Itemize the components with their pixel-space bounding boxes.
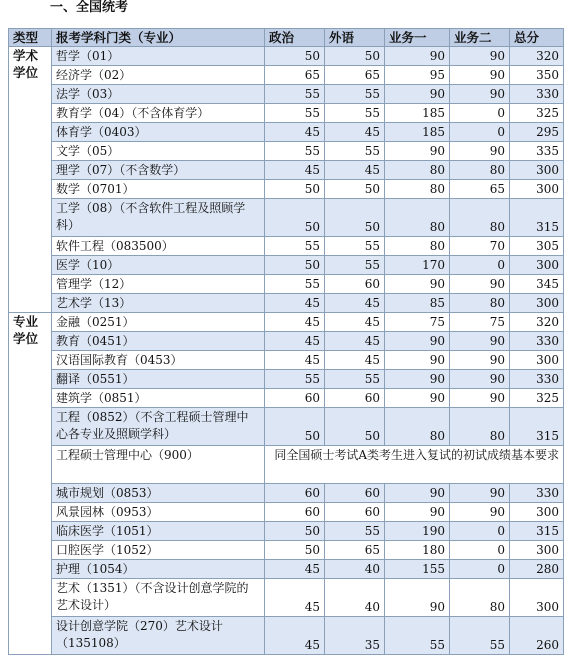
table-row <box>9 541 564 560</box>
subject-name-cell: 管理学（12） <box>52 275 265 294</box>
politics-score-cell: 60 <box>265 484 325 503</box>
table-row <box>9 389 564 408</box>
subject-two-score-cell: 75 <box>450 313 510 332</box>
subject-two-score-cell: 90 <box>450 47 510 66</box>
subject-one-score-cell: 170 <box>385 256 450 275</box>
subject-name-cell: 艺术学（13） <box>52 294 265 313</box>
politics-score-cell: 45 <box>265 560 325 579</box>
table-row <box>9 180 564 199</box>
language-score-cell: 50 <box>325 408 385 446</box>
language-score-cell: 45 <box>325 332 385 351</box>
subject-one-score-cell: 180 <box>385 541 450 560</box>
subject-two-score-cell: 80 <box>450 579 510 617</box>
politics-score-cell: 50 <box>265 541 325 560</box>
total-score-cell: 320 <box>510 313 564 332</box>
subject-name-cell: 建筑学（0851） <box>52 389 265 408</box>
language-score-cell: 55 <box>325 522 385 541</box>
subject-name-cell: 哲学（01） <box>52 47 265 66</box>
total-score-cell: 260 <box>510 617 564 655</box>
table-row <box>9 370 564 389</box>
subject-name-cell: 软件工程（083500） <box>52 237 265 256</box>
subject-name-cell: 理学（07）（不含数学） <box>52 161 265 180</box>
table-row <box>9 484 564 503</box>
politics-score-cell: 45 <box>265 294 325 313</box>
table-row <box>9 617 564 655</box>
subject-two-score-cell: 90 <box>450 142 510 161</box>
subject-two-score-cell: 80 <box>450 294 510 313</box>
total-score-cell: 300 <box>510 541 564 560</box>
subject-one-score-cell: 90 <box>385 47 450 66</box>
total-score-cell: 325 <box>510 389 564 408</box>
subject-name-cell: 护理（1054） <box>52 560 265 579</box>
politics-score-cell: 45 <box>265 161 325 180</box>
table-body <box>9 47 564 655</box>
subject-two-score-cell: 0 <box>450 256 510 275</box>
subject-one-score-cell: 90 <box>385 85 450 104</box>
subject-name-cell: 城市规划（0853） <box>52 484 265 503</box>
subject-two-score-cell: 90 <box>450 351 510 370</box>
subject-one-score-cell: 80 <box>385 199 450 237</box>
subject-one-score-cell: 90 <box>385 370 450 389</box>
table-row <box>9 123 564 142</box>
header-total: 总分 <box>510 29 564 47</box>
total-score-cell: 315 <box>510 408 564 446</box>
language-score-cell: 45 <box>325 294 385 313</box>
header-subject-two: 业务二 <box>450 29 510 47</box>
table-row <box>9 104 564 123</box>
subject-two-score-cell: 80 <box>450 161 510 180</box>
header-subject: 报考学科门类（专业） <box>52 29 265 47</box>
subject-one-score-cell: 190 <box>385 522 450 541</box>
subject-one-score-cell: 185 <box>385 123 450 142</box>
language-score-cell: 40 <box>325 579 385 617</box>
subject-two-score-cell: 90 <box>450 503 510 522</box>
subject-one-score-cell: 75 <box>385 313 450 332</box>
politics-score-cell: 45 <box>265 617 325 655</box>
language-score-cell: 65 <box>325 541 385 560</box>
language-score-cell: 60 <box>325 503 385 522</box>
subject-two-score-cell: 0 <box>450 522 510 541</box>
politics-score-cell: 45 <box>265 313 325 332</box>
table-row <box>9 294 564 313</box>
politics-score-cell: 45 <box>265 579 325 617</box>
table-row <box>9 446 564 484</box>
politics-score-cell: 50 <box>265 199 325 237</box>
language-score-cell: 55 <box>325 237 385 256</box>
table-row <box>9 313 564 332</box>
language-score-cell: 55 <box>325 85 385 104</box>
politics-score-cell: 60 <box>265 503 325 522</box>
table-row <box>9 85 564 104</box>
header-type: 类型 <box>9 29 52 47</box>
total-score-cell: 330 <box>510 85 564 104</box>
total-score-cell: 345 <box>510 275 564 294</box>
politics-score-cell: 45 <box>265 123 325 142</box>
total-score-cell: 295 <box>510 123 564 142</box>
subject-name-cell: 教育学（04）（不含体育学） <box>52 104 265 123</box>
total-score-cell: 300 <box>510 351 564 370</box>
subject-name-cell: 工程硕士管理中心（900） <box>52 446 265 484</box>
subject-name-cell: 风景园林（0953） <box>52 503 265 522</box>
politics-score-cell: 55 <box>265 104 325 123</box>
politics-score-cell: 50 <box>265 180 325 199</box>
total-score-cell: 330 <box>510 370 564 389</box>
subject-two-score-cell: 90 <box>450 66 510 85</box>
subject-two-score-cell: 80 <box>450 199 510 237</box>
politics-score-cell: 55 <box>265 370 325 389</box>
subject-one-score-cell: 90 <box>385 332 450 351</box>
politics-score-cell: 45 <box>265 351 325 370</box>
table-row <box>9 237 564 256</box>
politics-score-cell: 55 <box>265 275 325 294</box>
degree-type-cell: 专业学位 <box>9 313 52 655</box>
subject-name-cell: 口腔医学（1052） <box>52 541 265 560</box>
subject-two-score-cell: 0 <box>450 560 510 579</box>
header-politics: 政治 <box>265 29 325 47</box>
subject-name-cell: 法学（03） <box>52 85 265 104</box>
table-row <box>9 351 564 370</box>
language-score-cell: 45 <box>325 351 385 370</box>
subject-one-score-cell: 90 <box>385 351 450 370</box>
table-row <box>9 332 564 351</box>
language-score-cell: 55 <box>325 256 385 275</box>
language-score-cell: 40 <box>325 560 385 579</box>
subject-name-cell: 临床医学（1051） <box>52 522 265 541</box>
language-score-cell: 45 <box>325 161 385 180</box>
total-score-cell: 300 <box>510 579 564 617</box>
table-row <box>9 142 564 161</box>
language-score-cell: 65 <box>325 66 385 85</box>
table-row <box>9 503 564 522</box>
note-cell: 同全国硕士考试A类考生进入复试的初试成绩基本要求 <box>265 446 564 484</box>
language-score-cell: 55 <box>325 370 385 389</box>
subject-two-score-cell: 70 <box>450 237 510 256</box>
subject-one-score-cell: 90 <box>385 389 450 408</box>
subject-one-score-cell: 90 <box>385 503 450 522</box>
subject-one-score-cell: 90 <box>385 142 450 161</box>
table-row <box>9 522 564 541</box>
subject-name-cell: 经济学（02） <box>52 66 265 85</box>
total-score-cell: 330 <box>510 332 564 351</box>
subject-one-score-cell: 185 <box>385 104 450 123</box>
table-row <box>9 408 564 446</box>
table-row <box>9 256 564 275</box>
subject-name-cell: 文学（05） <box>52 142 265 161</box>
language-score-cell: 55 <box>325 104 385 123</box>
politics-score-cell: 50 <box>265 47 325 66</box>
table-row <box>9 47 564 66</box>
subject-name-cell: 金融（0251） <box>52 313 265 332</box>
language-score-cell: 50 <box>325 180 385 199</box>
total-score-cell: 305 <box>510 237 564 256</box>
subject-two-score-cell: 0 <box>450 104 510 123</box>
subject-two-score-cell: 90 <box>450 332 510 351</box>
subject-name-cell: 教育（0451） <box>52 332 265 351</box>
language-score-cell: 60 <box>325 389 385 408</box>
table-row <box>9 579 564 617</box>
subject-one-score-cell: 80 <box>385 408 450 446</box>
total-score-cell: 315 <box>510 522 564 541</box>
subject-one-score-cell: 90 <box>385 579 450 617</box>
subject-one-score-cell: 80 <box>385 237 450 256</box>
total-score-cell: 300 <box>510 161 564 180</box>
total-score-cell: 300 <box>510 503 564 522</box>
language-score-cell: 50 <box>325 199 385 237</box>
politics-score-cell: 55 <box>265 237 325 256</box>
total-score-cell: 300 <box>510 180 564 199</box>
subject-name-cell: 工程（0852）（不含工程硕士管理中心各专业及照顾学科） <box>52 408 265 446</box>
subject-two-score-cell: 90 <box>450 370 510 389</box>
table-header-row <box>9 29 564 47</box>
politics-score-cell: 65 <box>265 66 325 85</box>
total-score-cell: 320 <box>510 47 564 66</box>
subject-two-score-cell: 0 <box>450 541 510 560</box>
section-heading: 一、全国统考 <box>50 0 129 15</box>
subject-one-score-cell: 80 <box>385 180 450 199</box>
politics-score-cell: 55 <box>265 142 325 161</box>
subject-name-cell: 艺术（1351）（不含设计创意学院的艺术设计） <box>52 579 265 617</box>
total-score-cell: 335 <box>510 142 564 161</box>
language-score-cell: 45 <box>325 123 385 142</box>
table-row <box>9 560 564 579</box>
subject-one-score-cell: 85 <box>385 294 450 313</box>
table-row <box>9 199 564 237</box>
header-subject-one: 业务一 <box>385 29 450 47</box>
language-score-cell: 60 <box>325 484 385 503</box>
subject-name-cell: 体育学（0403） <box>52 123 265 142</box>
subject-two-score-cell: 90 <box>450 275 510 294</box>
table-row <box>9 66 564 85</box>
subject-two-score-cell: 90 <box>450 484 510 503</box>
subject-two-score-cell: 55 <box>450 617 510 655</box>
subject-one-score-cell: 95 <box>385 66 450 85</box>
total-score-cell: 325 <box>510 104 564 123</box>
total-score-cell: 280 <box>510 560 564 579</box>
subject-one-score-cell: 155 <box>385 560 450 579</box>
subject-one-score-cell: 55 <box>385 617 450 655</box>
politics-score-cell: 55 <box>265 85 325 104</box>
subject-name-cell: 工学（08）（不含软件工程及照顾学科） <box>52 199 265 237</box>
subject-name-cell: 医学（10） <box>52 256 265 275</box>
politics-score-cell: 50 <box>265 256 325 275</box>
politics-score-cell: 50 <box>265 522 325 541</box>
subject-two-score-cell: 90 <box>450 85 510 104</box>
language-score-cell: 60 <box>325 275 385 294</box>
language-score-cell: 35 <box>325 617 385 655</box>
subject-name-cell: 汉语国际教育（0453） <box>52 351 265 370</box>
subject-two-score-cell: 65 <box>450 180 510 199</box>
total-score-cell: 300 <box>510 294 564 313</box>
total-score-cell: 350 <box>510 66 564 85</box>
subject-two-score-cell: 0 <box>450 123 510 142</box>
subject-two-score-cell: 90 <box>450 389 510 408</box>
total-score-cell: 330 <box>510 484 564 503</box>
subject-two-score-cell: 80 <box>450 408 510 446</box>
subject-name-cell: 设计创意学院（270）艺术设计（135108） <box>52 617 265 655</box>
language-score-cell: 50 <box>325 47 385 66</box>
subject-one-score-cell: 80 <box>385 161 450 180</box>
table-row <box>9 161 564 180</box>
language-score-cell: 45 <box>325 313 385 332</box>
subject-one-score-cell: 90 <box>385 275 450 294</box>
language-score-cell: 55 <box>325 142 385 161</box>
total-score-cell: 315 <box>510 199 564 237</box>
politics-score-cell: 45 <box>265 332 325 351</box>
total-score-cell: 300 <box>510 256 564 275</box>
table-row <box>9 275 564 294</box>
header-language: 外语 <box>325 29 385 47</box>
subject-one-score-cell: 90 <box>385 484 450 503</box>
politics-score-cell: 60 <box>265 389 325 408</box>
degree-type-cell: 学术学位 <box>9 47 52 313</box>
score-requirements-table <box>8 28 564 655</box>
politics-score-cell: 50 <box>265 408 325 446</box>
subject-name-cell: 数学（0701） <box>52 180 265 199</box>
subject-name-cell: 翻译（0551） <box>52 370 265 389</box>
